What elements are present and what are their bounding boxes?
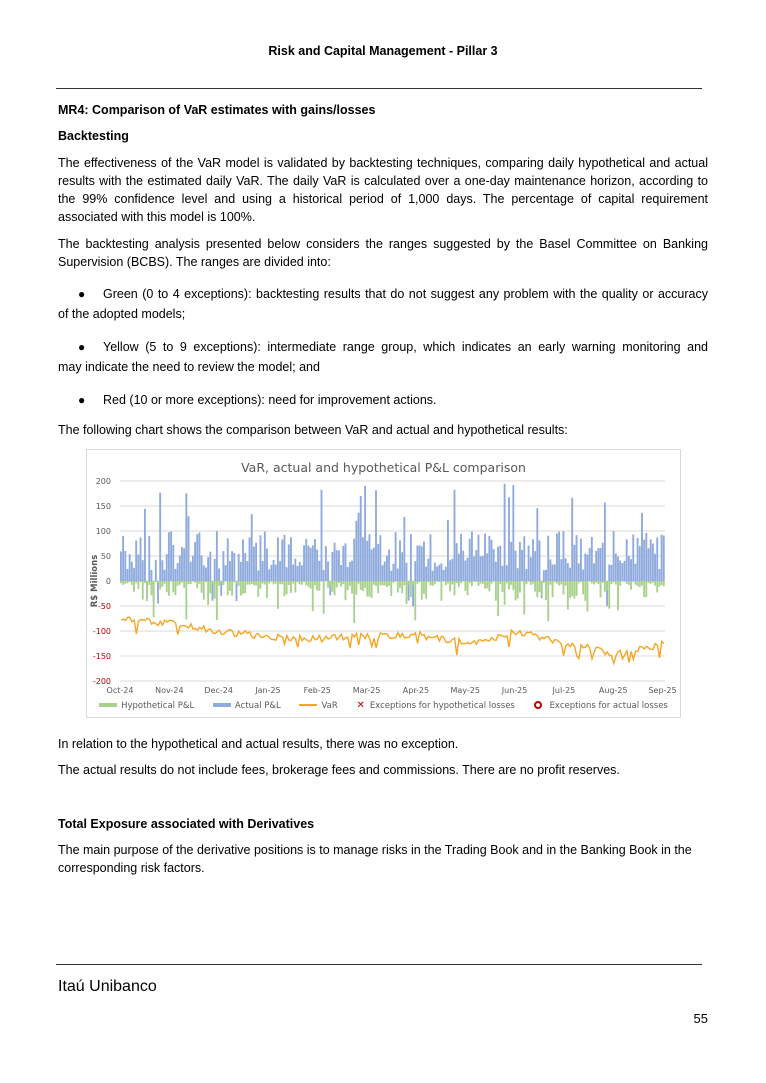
red-circle-marker-icon [534, 701, 542, 709]
svg-text:Jun-25: Jun-25 [501, 686, 528, 695]
bullet-icon: ● [78, 393, 86, 407]
var-backtesting-chart [86, 449, 681, 718]
page-number: 55 [693, 1011, 708, 1026]
svg-text:Jul-25: Jul-25 [552, 686, 576, 695]
legend-hypothetical: Hypothetical P&L [99, 701, 194, 711]
page-header-title: Risk and Capital Management - Pillar 3 [268, 44, 498, 58]
bullet-green: ● Green (0 to 4 exceptions): backtesting results that do not suggest any problem with the quality or accuracy of the adopted models; [58, 287, 708, 321]
legend-exceptions-hypothetical: ✕ Exceptions for hypothetical losses [356, 700, 515, 711]
bullet-icon: ● [78, 340, 86, 354]
svg-text:100: 100 [95, 527, 111, 536]
chart-intro: The following chart shows the comparison between VaR and actual and hypothetical results: [58, 423, 568, 437]
header-divider [56, 88, 702, 89]
svg-text:150: 150 [95, 502, 111, 511]
section-subheading: Backtesting [58, 129, 129, 143]
svg-text:Sep-25: Sep-25 [648, 686, 677, 695]
section-heading: MR4: Comparison of VaR estimates with gains/losses [58, 103, 376, 117]
bullet-icon: ● [78, 287, 86, 301]
derivatives-paragraph: The main purpose of the derivative positions is to manage risks in the Trading Book and in the Banking Book in the corresponding risk factors. [58, 843, 692, 875]
svg-text:Dec-24: Dec-24 [204, 686, 233, 695]
chart-plot-area [87, 450, 682, 719]
svg-text:Nov-24: Nov-24 [155, 686, 184, 695]
legend-exceptions-actual: Exceptions for actual losses [534, 701, 668, 711]
chart-legend [87, 700, 680, 711]
svg-text:-50: -50 [97, 602, 111, 611]
bullet-yellow: ● Yellow (5 to 9 exceptions): intermediate range group, which indicates an early warning monitoring and may indicate the need to review the model; and [58, 340, 708, 374]
chart-title: VaR, actual and hypothetical P&L comparison [241, 460, 526, 475]
legend-var: VaR [299, 701, 337, 711]
svg-text:0: 0 [105, 577, 111, 586]
legend-swatch-green-icon [99, 703, 117, 707]
legend-line-orange-icon [299, 704, 317, 706]
legend-swatch-blue-icon [213, 703, 231, 707]
svg-text:200: 200 [95, 477, 111, 486]
svg-text:-150: -150 [92, 652, 111, 661]
legend-actual: Actual P&L [213, 701, 281, 711]
svg-text:-100: -100 [92, 627, 111, 636]
svg-text:Feb-25: Feb-25 [303, 686, 331, 695]
svg-text:Mar-25: Mar-25 [352, 686, 381, 695]
derivatives-heading: Total Exposure associated with Derivatives [58, 817, 315, 831]
svg-text:May-25: May-25 [450, 686, 480, 695]
fees-note: The actual results do not include fees, brokerage fees and commissions. There are no profit reserves. [58, 763, 620, 777]
no-exception-note: In relation to the hypothetical and actual results, there was no exception. [58, 737, 459, 751]
svg-text:Jan-25: Jan-25 [255, 686, 281, 695]
svg-text:Apr-25: Apr-25 [402, 686, 430, 695]
svg-text:Oct-24: Oct-24 [106, 686, 134, 695]
bullet-red: ● Red (10 or more exceptions): need for improvement actions. [78, 393, 437, 407]
red-x-marker-icon: ✕ [356, 700, 365, 711]
paragraph-var-model: The effectiveness of the VaR model is validated by backtesting techniques, comparing daily hypothetical and actual results with the estimated daily VaR. The daily VaR is calculated over a one-day maintenance horizon, according to the 99% confidence level and using a historical period of 1,000 days. The percentage of capital requirement associated with this model is 100%. [58, 156, 708, 224]
svg-text:R$ Millions: R$ Millions [90, 554, 100, 608]
svg-text:-200: -200 [92, 677, 111, 686]
footer-divider [56, 964, 702, 965]
svg-text:50: 50 [100, 552, 111, 561]
footer-brand: Itaú Unibanco [58, 978, 157, 995]
svg-text:Aug-25: Aug-25 [598, 686, 628, 695]
paragraph-bcbs-ranges: The backtesting analysis presented below considers the ranges suggested by the Basel Committee on Banking Supervision (BCBS). The ranges are divided into: [58, 237, 708, 269]
